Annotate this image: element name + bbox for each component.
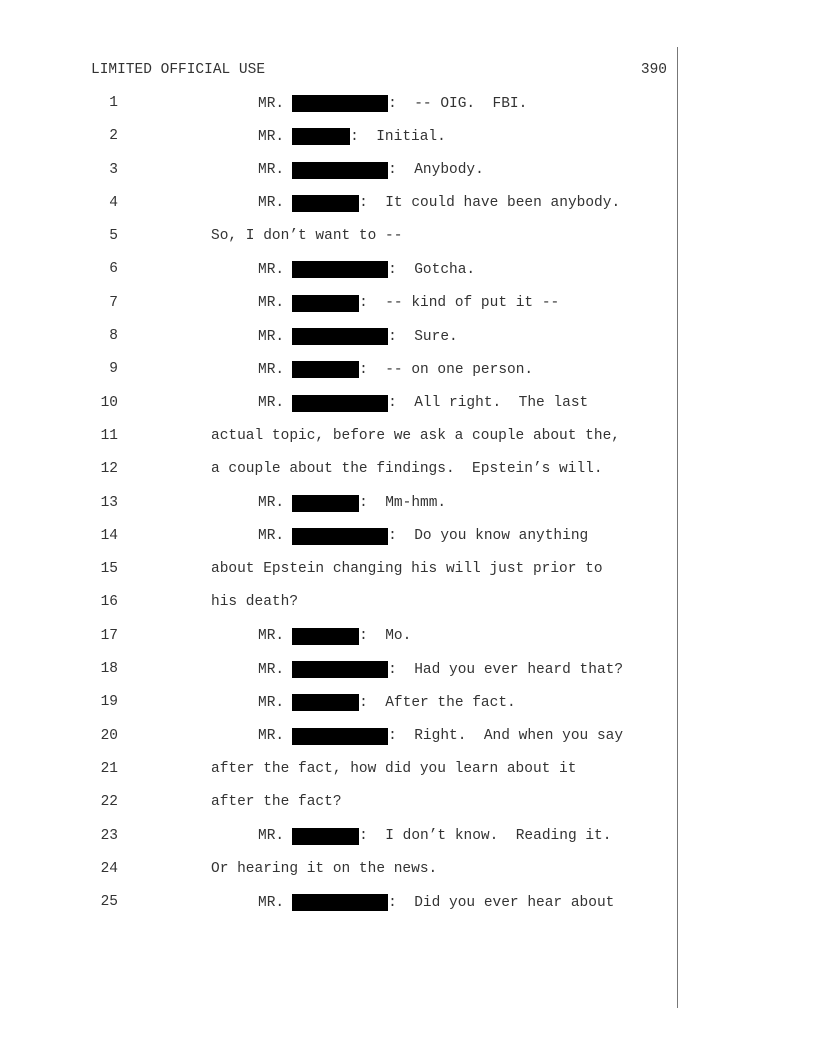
speaker-turn <box>258 828 611 845</box>
line-number: 24 <box>100 860 118 877</box>
redaction-box <box>292 528 388 545</box>
speaker-turn <box>258 661 623 678</box>
speaker-prefix: MR. <box>258 694 285 711</box>
line-number: 4 <box>109 194 118 211</box>
transcript-line <box>0 594 680 627</box>
line-text: : -- on one person. <box>359 361 534 378</box>
transcript-line <box>0 861 680 894</box>
transcript-line <box>0 828 680 861</box>
transcript-line <box>0 728 680 761</box>
transcript-line <box>0 761 680 794</box>
speaker-prefix: MR. <box>258 95 285 112</box>
line-text: a couple about the findings. Epstein’s will. <box>211 461 603 478</box>
speaker-prefix: MR. <box>258 894 285 911</box>
redaction-box <box>292 728 388 745</box>
line-number: 9 <box>109 361 118 378</box>
transcript-line <box>0 261 680 294</box>
speaker-turn <box>258 295 559 312</box>
line-number: 3 <box>109 161 118 178</box>
line-text: : Gotcha. <box>388 261 476 278</box>
speaker-turn <box>258 395 588 412</box>
line-text: : I don’t know. Reading it. <box>359 828 612 845</box>
transcript-line <box>0 195 680 228</box>
speaker-turn <box>258 528 588 545</box>
redaction-box <box>292 261 388 278</box>
line-text: : After the fact. <box>359 694 516 711</box>
redaction-box <box>292 162 388 179</box>
speaker-turn <box>258 195 620 212</box>
continuation-text <box>211 594 298 610</box>
continuation-text <box>211 794 342 810</box>
transcript-line <box>0 528 680 561</box>
speaker-prefix: MR. <box>258 528 285 545</box>
line-number: 7 <box>109 294 118 311</box>
line-text: about Epstein changing his will just prior to <box>211 561 603 578</box>
line-text: : Mm-hmm. <box>359 495 447 512</box>
page-header-label: LIMITED OFFICIAL USE <box>91 62 266 78</box>
line-number: 1 <box>109 95 118 111</box>
line-text: his death? <box>211 594 299 611</box>
speaker-prefix: MR. <box>258 295 285 312</box>
page-number: 390 <box>640 62 667 78</box>
transcript-line <box>0 295 680 328</box>
line-text: : Right. And when you say <box>388 728 624 745</box>
line-number: 17 <box>100 627 118 644</box>
transcript-line <box>0 361 680 394</box>
line-number: 5 <box>109 228 118 245</box>
transcript-line <box>0 894 680 927</box>
transcript-body <box>0 95 680 927</box>
transcript-line <box>0 661 680 694</box>
line-number: 21 <box>100 760 118 777</box>
transcript-line <box>0 428 680 461</box>
redaction-box <box>292 628 359 645</box>
line-number: 11 <box>100 427 118 444</box>
speaker-turn <box>258 728 623 745</box>
transcript-line <box>0 495 680 528</box>
continuation-text <box>211 428 620 444</box>
transcript-line <box>0 395 680 428</box>
speaker-turn <box>258 628 411 645</box>
line-number: 8 <box>109 328 118 345</box>
speaker-prefix: MR. <box>258 828 285 845</box>
line-number: 14 <box>100 527 118 544</box>
speaker-prefix: MR. <box>258 195 285 212</box>
line-number: 18 <box>100 661 118 678</box>
transcript-line <box>0 561 680 594</box>
speaker-prefix: MR. <box>258 162 285 179</box>
line-number: 19 <box>100 694 118 711</box>
transcript-line <box>0 328 680 361</box>
line-text: : Sure. <box>388 328 458 345</box>
speaker-prefix: MR. <box>258 128 285 145</box>
line-text: : Do you know anything <box>388 528 589 545</box>
speaker-prefix: MR. <box>258 328 285 345</box>
continuation-text <box>211 861 437 877</box>
line-number: 13 <box>100 494 118 511</box>
speaker-prefix: MR. <box>258 661 285 678</box>
redaction-box <box>292 828 359 845</box>
line-number: 22 <box>100 794 118 811</box>
speaker-turn <box>258 694 516 711</box>
redaction-box <box>292 95 388 112</box>
line-text: : Mo. <box>359 628 412 645</box>
redaction-box <box>292 361 359 378</box>
speaker-prefix: MR. <box>258 395 285 412</box>
transcript-line <box>0 461 680 494</box>
line-number: 2 <box>109 128 118 145</box>
line-text: : It could have been anybody. <box>359 195 621 212</box>
redaction-box <box>292 295 359 312</box>
speaker-turn <box>258 95 527 112</box>
transcript-line <box>0 128 680 161</box>
continuation-text <box>211 561 603 577</box>
line-number: 10 <box>100 394 118 411</box>
continuation-text <box>211 228 402 244</box>
speaker-turn <box>258 328 458 345</box>
transcript-line <box>0 95 680 128</box>
transcript-line <box>0 628 680 661</box>
line-text: So, I don’t want to -- <box>211 228 403 245</box>
line-text: : Had you ever heard that? <box>388 661 624 678</box>
redaction-box <box>292 894 388 911</box>
line-text: actual topic, before we ask a couple about the, <box>211 427 620 444</box>
speaker-turn <box>258 261 475 278</box>
line-number: 6 <box>109 261 118 278</box>
line-text: : All right. The last <box>388 395 589 412</box>
line-text: after the fact? <box>211 794 342 811</box>
redaction-box <box>292 328 388 345</box>
transcript-line <box>0 694 680 727</box>
redaction-box <box>292 195 359 212</box>
redaction-box <box>292 661 388 678</box>
speaker-turn <box>258 894 614 911</box>
line-number: 25 <box>100 894 118 911</box>
speaker-prefix: MR. <box>258 628 285 645</box>
redaction-box <box>292 495 359 512</box>
redaction-box <box>292 128 350 145</box>
transcript-line <box>0 162 680 195</box>
speaker-prefix: MR. <box>258 261 285 278</box>
speaker-prefix: MR. <box>258 361 285 378</box>
transcript-line <box>0 794 680 827</box>
line-text: after the fact, how did you learn about it <box>211 760 577 777</box>
transcript-line <box>0 228 680 261</box>
continuation-text <box>211 461 603 477</box>
line-number: 20 <box>100 727 118 744</box>
continuation-text <box>211 761 576 777</box>
line-number: 23 <box>100 827 118 844</box>
line-text: Or hearing it on the news. <box>211 860 438 877</box>
line-number: 15 <box>100 561 118 578</box>
line-text: : -- OIG. FBI. <box>388 95 528 112</box>
line-number: 16 <box>100 594 118 611</box>
line-text: : Anybody. <box>388 162 484 179</box>
redaction-box <box>292 395 388 412</box>
speaker-prefix: MR. <box>258 495 285 512</box>
speaker-turn <box>258 495 446 512</box>
line-text: : Initial. <box>350 128 446 145</box>
line-text: : Did you ever hear about <box>388 894 615 911</box>
redaction-box <box>292 694 359 711</box>
speaker-turn <box>258 162 484 179</box>
speaker-prefix: MR. <box>258 728 285 745</box>
line-text: : -- kind of put it -- <box>359 295 560 312</box>
speaker-turn <box>258 128 446 145</box>
speaker-turn <box>258 361 533 378</box>
line-number: 12 <box>100 461 118 478</box>
